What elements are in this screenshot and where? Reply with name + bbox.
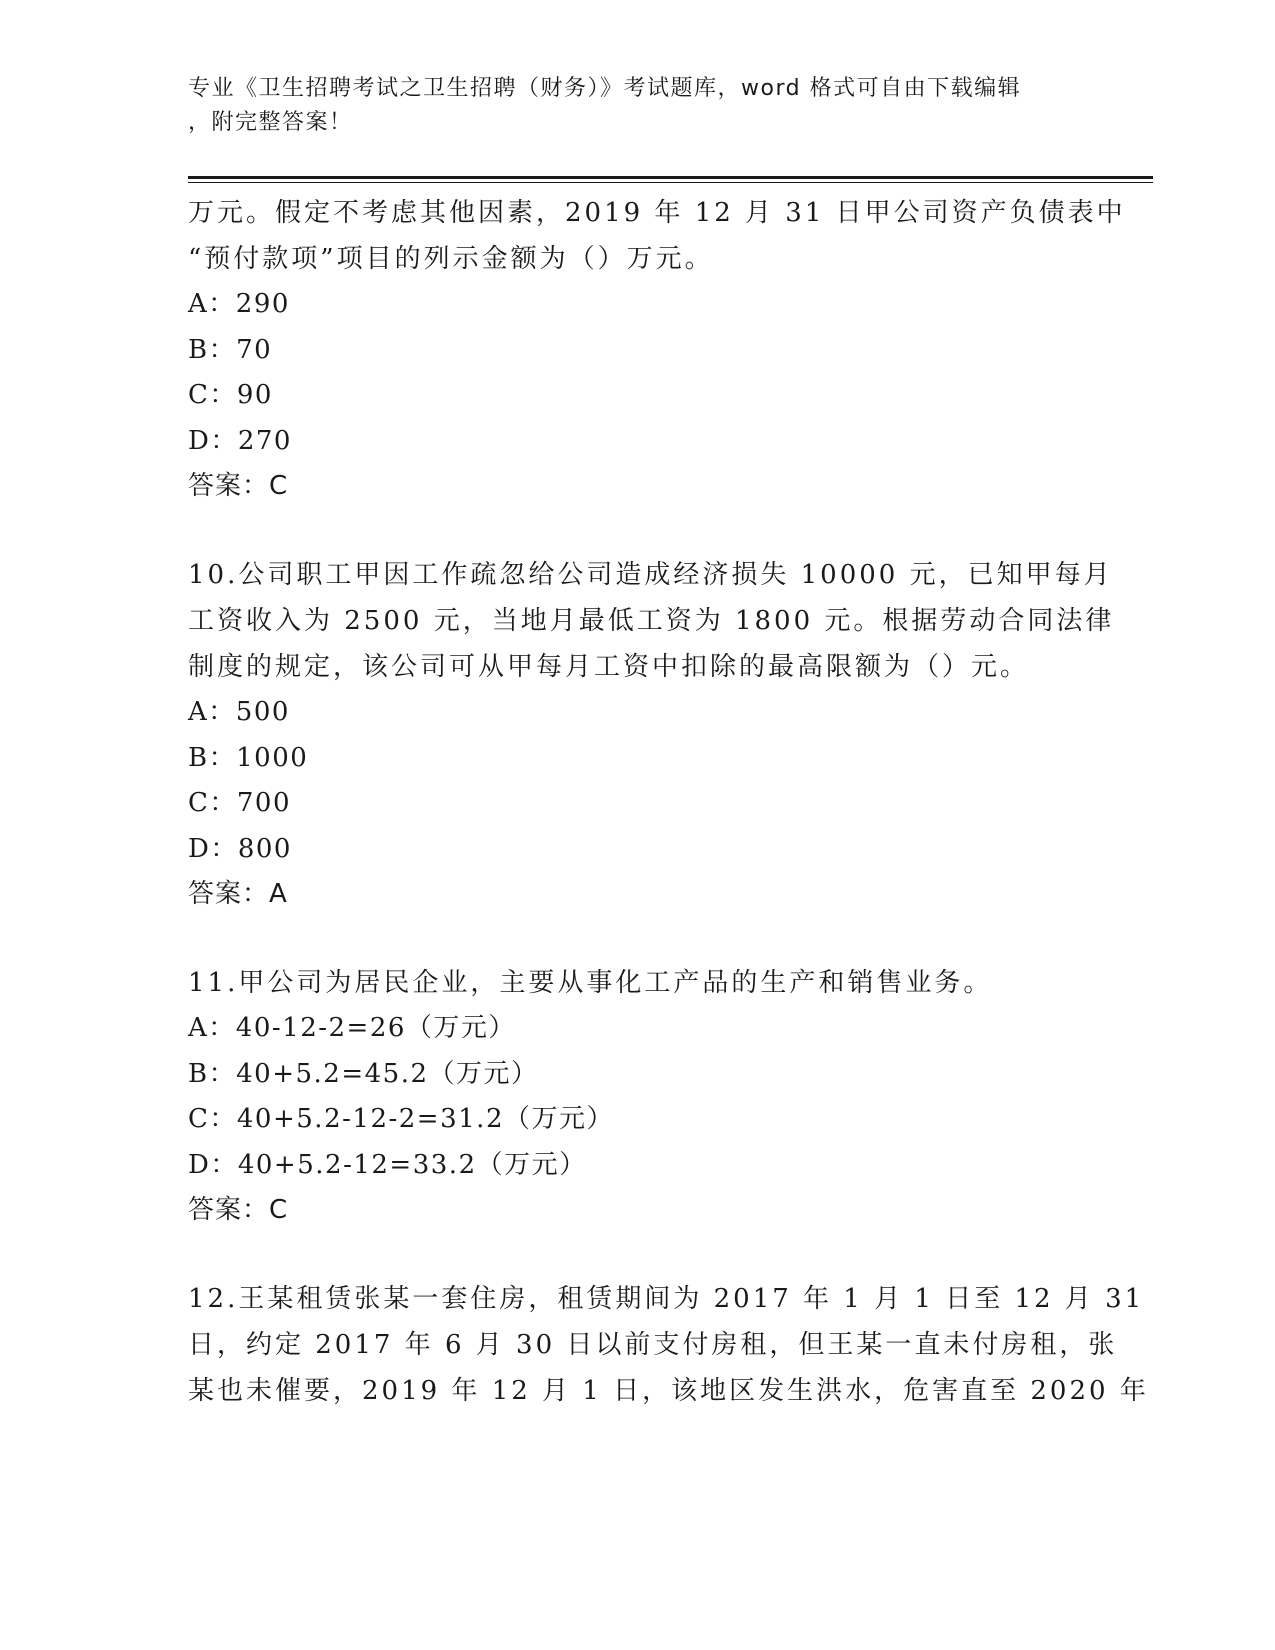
question-text-line: 10.公司职工甲因工作疏忽给公司造成经济损失 10000 元，已知甲每月 <box>188 560 1113 590</box>
spacer <box>188 509 1068 552</box>
option-c: C：700 <box>188 788 292 818</box>
option-d: D：40+5.2-12=33.2（万元） <box>188 1149 587 1180</box>
option-a: A：290 <box>188 289 290 319</box>
header-divider-thick <box>188 176 1153 179</box>
option-d: D：800 <box>188 833 292 864</box>
header-line-2: ，附完整答案！ <box>188 110 353 135</box>
question-11 <box>188 960 1068 1233</box>
question-text-line: 12.王某租赁张某一套住房，租赁期间为 2017 年 1 月 1 日至 12 月 31 <box>188 1284 1145 1314</box>
question-text-line: 11.甲公司为居民企业，主要从事化工产品的生产和销售业务。 <box>188 968 993 998</box>
option-d: D：270 <box>188 425 292 456</box>
header-line-1: 专业《卫生招聘考试之卫生招聘（财务）》考试题库，word 格式可自由下载编辑 <box>188 76 1022 101</box>
page-header <box>188 72 1068 140</box>
question-12 <box>188 1276 1149 1414</box>
question-text-line: 日，约定 2017 年 6 月 30 日以前支付房租，但王某一直未付房租，张 <box>188 1330 1118 1360</box>
question-9 <box>188 190 1126 509</box>
question-10 <box>188 552 1115 917</box>
option-a: A：500 <box>188 697 290 727</box>
question-text-line: 某也未催要，2019 年 12 月 1 日，该地区发生洪水，危害直至 2020 年 <box>188 1376 1149 1406</box>
answer-line: 答案：A <box>188 879 288 909</box>
question-text-line: 万元。假定不考虑其他因素，2019 年 12 月 31 日甲公司资产负债表中 <box>188 198 1126 228</box>
question-text-line: 制度的规定，该公司可从甲每月工资中扣除的最高限额为（）元。 <box>188 652 1030 682</box>
spacer <box>188 917 1068 960</box>
option-a: A：40-12-2=26（万元） <box>188 1013 516 1043</box>
option-c: C：90 <box>188 380 273 410</box>
header-divider-thin <box>188 182 1153 183</box>
spacer <box>188 1233 1068 1276</box>
question-text-line: “预付款项”项目的列示金额为（）万元。 <box>188 244 714 274</box>
answer-line: 答案：C <box>188 1195 289 1225</box>
option-b: B：70 <box>188 334 273 365</box>
option-b: B：40+5.2=45.2（万元） <box>188 1058 539 1089</box>
option-b: B：1000 <box>188 742 309 773</box>
option-c: C：40+5.2-12-2=31.2（万元） <box>188 1104 614 1134</box>
question-text-line: 工资收入为 2500 元，当地月最低工资为 1800 元。根据劳动合同法律 <box>188 606 1115 636</box>
question-content <box>188 190 1149 1414</box>
answer-line: 答案：C <box>188 471 289 501</box>
